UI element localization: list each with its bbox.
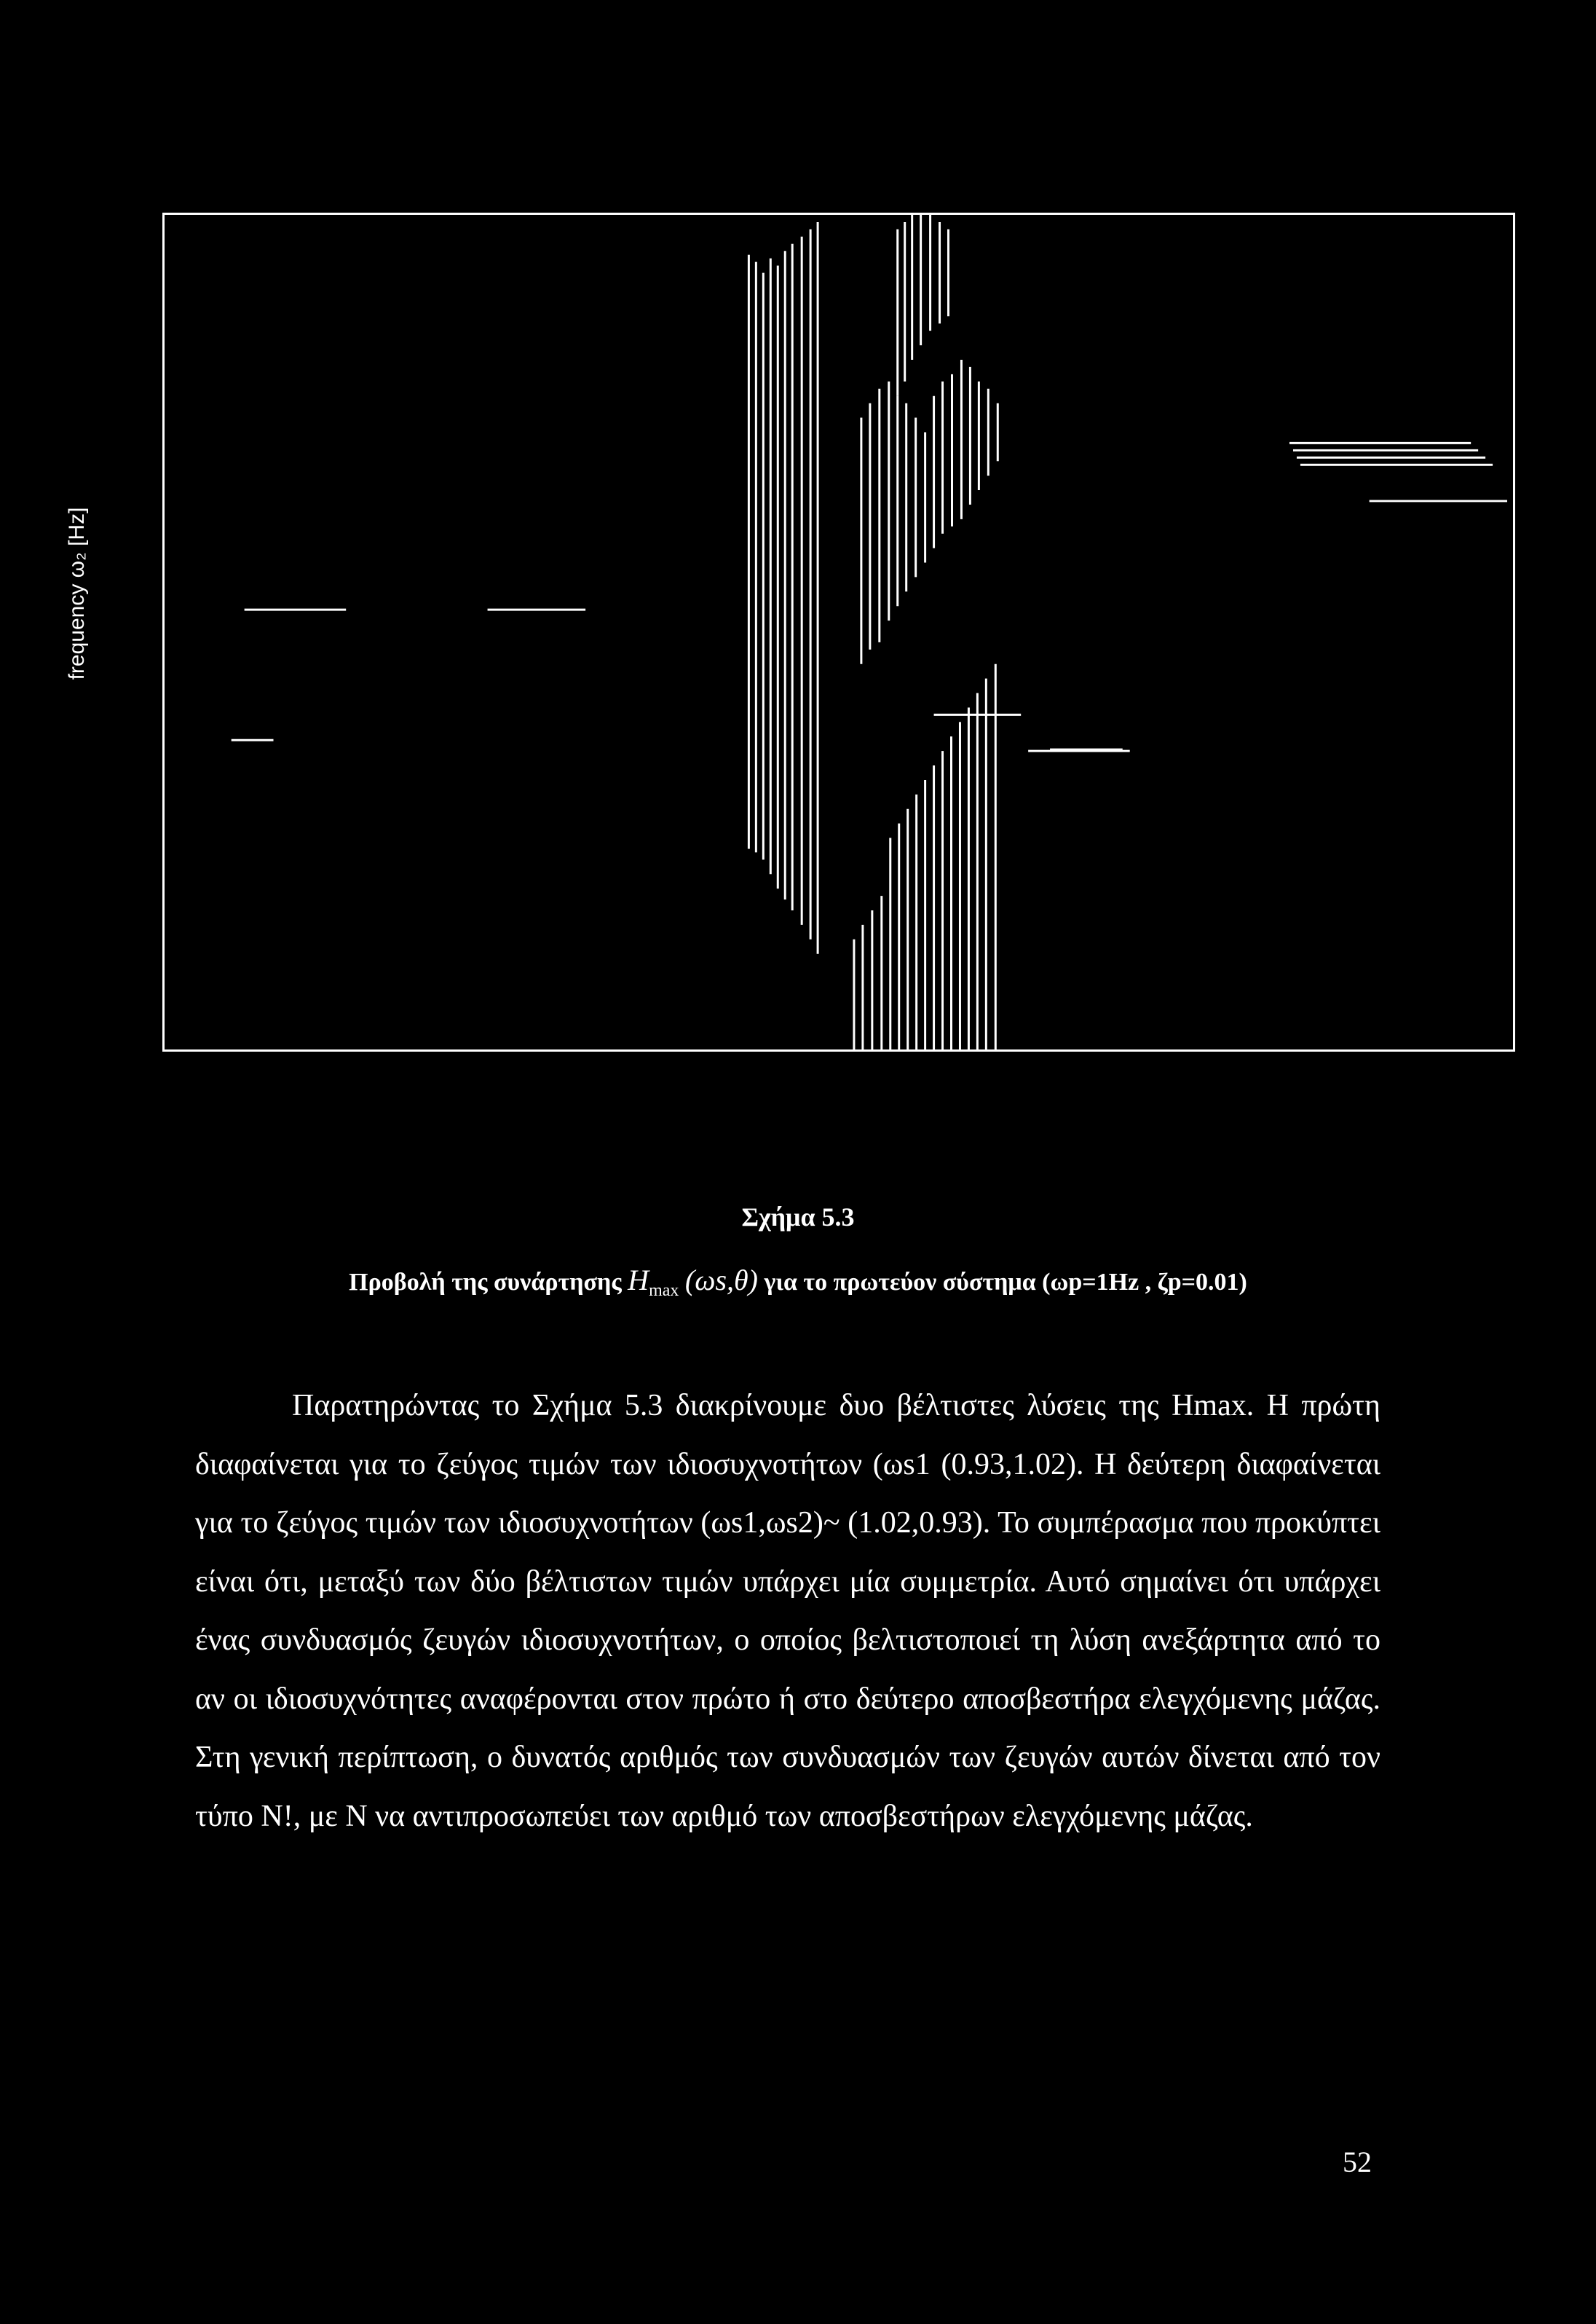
- body-text: [195, 1376, 1380, 1846]
- figure-number: Σχήμα 5.3: [741, 1202, 855, 1232]
- plot-y-axis-label: frequency ω₂ [Hz]: [65, 507, 89, 680]
- page-number: 52: [1343, 2146, 1372, 2178]
- caption-arguments: (ωs,θ): [684, 1264, 758, 1296]
- contour-lines: [165, 215, 1513, 1049]
- paragraph: Παρατηρώντας το Σχήμα 5.3 διακρίνουμε δυο βέλτιστες λύσεις της Hmax. Η πρώτη διαφαίνεται για το ζεύγος τιμών των ιδιοσυχνοτήτων (ωs1 (0.93,1.02). Η δεύτερη διαφαίνεται για το ζεύγος τιμών των ιδιοσυχνοτήτων (ωs1,ωs2)~ (1.02,0.93). Το συμπέρασμα που προκύπτει είναι ότι, μεταξύ των δύο βέλτιστων τιμών υπάρχει μία συμμετρία. Αυτό σημαίνει ότι υπάρχει ένας συνδυασμός ζευγών ιδιοσυχνοτήτων, ο οποίος βελτιστοποιεί τη λύση ανεξάρτητα από το αν οι ιδιοσυχνότητες αναφέρονται στον πρώτο ή στο δεύτερο αποσβεστήρα ελεγχόμενης μάζας. Στη γενική περίπτωση, ο δυνατός αριθμός των συνδυασμών των ζευγών αυτών δίνεται από τον τύπο Ν!, με Ν να αντιπροσωπεύει των αριθμό των αποσβεστήρων ελεγχόμενης μάζας.: [195, 1389, 1380, 1833]
- figure-caption: [0, 1263, 1596, 1301]
- caption-prefix: Προβολή της συνάρτησης: [349, 1269, 622, 1296]
- caption-suffix: για το πρωτεύον σύστημα (ωp=1Hz , ζp=0.01): [764, 1269, 1247, 1296]
- caption-function: $H_{max}$: [628, 1264, 679, 1300]
- contour-plot: [162, 213, 1515, 1052]
